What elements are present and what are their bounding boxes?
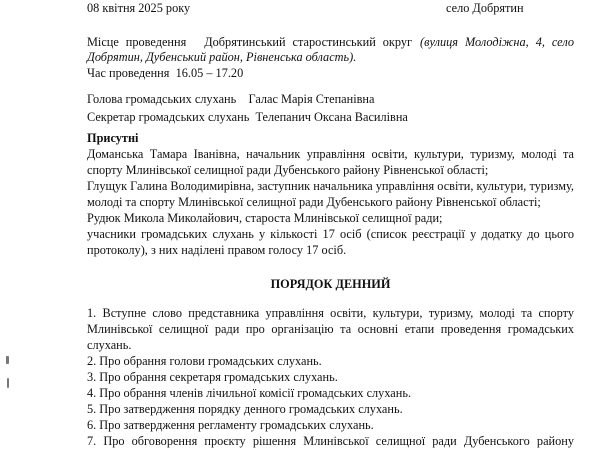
agenda-line: 2. Про обрання голови громадських слухань. xyxy=(87,354,322,368)
chair-name: Галас Марія Степанівна xyxy=(248,92,375,106)
venue-label: Місце проведення xyxy=(87,35,187,49)
agenda-line: Млинівської селищної ради про організацію та основні етапи проведення громадських xyxy=(87,322,574,336)
agenda-line: 1. Вступне слово представника управління освіти, культури, туризму, молоді та спорту xyxy=(87,306,574,320)
agenda-heading: ПОРЯДОК ДЕННИЙ xyxy=(270,277,391,291)
present-line: Глущук Галина Володимирівна, заступник начальника управління освіти, культури, туризму, xyxy=(87,179,574,193)
agenda-line: 5. Про затвердження порядку денного громадських слухань. xyxy=(87,402,403,416)
present-line: молоді та спорту Млинівської селищної ради Дубенського району Рівненської області; xyxy=(87,195,541,209)
agenda-line: 7. Про обговорення проєкту рішення Млинівської селищної ради Дубенського району xyxy=(87,434,574,448)
present-line: Рудюк Микола Миколайович, староста Млинівської селищної ради; xyxy=(87,211,443,225)
scan-speck xyxy=(6,356,9,364)
agenda-line: 4. Про обрання членів лічильної комісії громадських слухань. xyxy=(87,386,412,400)
scan-speck xyxy=(7,378,9,388)
present-heading: Присутні xyxy=(87,131,139,145)
venue-address-2: Добрятин, Дубенський район, Рівненська область). xyxy=(87,50,357,64)
time-label: Час проведення xyxy=(87,66,170,80)
venue-name: Добрятинський старостинський округ xyxy=(204,35,413,49)
present-line: спорту Млинівської селищної ради Дубенського району Рівненської області; xyxy=(87,163,489,177)
agenda-line: 6. Про затвердження регламенту громадських слухань. xyxy=(87,418,374,432)
present-line: протоколу), з них наділені правом голосу 17 осіб. xyxy=(87,243,347,257)
secretary-label: Секретар громадських слухань xyxy=(87,110,250,124)
present-line: Доманська Тамара Іванівна, начальник управління освіти, культури, туризму, молоді та xyxy=(87,147,574,161)
time-value: 16.05 – 17.20 xyxy=(175,66,244,80)
chair-label: Голова громадських слухань xyxy=(87,92,237,106)
time-row xyxy=(87,66,574,81)
present-line: учасники громадських слухань у кількості 17 осіб (список реєстрації у додатку до цього xyxy=(87,227,574,241)
meeting-place: село Добрятин xyxy=(446,1,524,15)
venue-address-1: (вулиця Молодіжна, 4, село xyxy=(420,35,574,49)
venue-line-1 xyxy=(87,35,574,50)
agenda-line: 3. Про обрання секретаря громадських слухань. xyxy=(87,370,338,384)
secretary-row xyxy=(87,110,574,125)
chair-row xyxy=(87,92,574,107)
agenda-line: слухань. xyxy=(87,338,132,352)
meeting-date: 08 квітня 2025 року xyxy=(87,1,191,15)
secretary-name: Телепанич Оксана Василівна xyxy=(255,110,408,124)
